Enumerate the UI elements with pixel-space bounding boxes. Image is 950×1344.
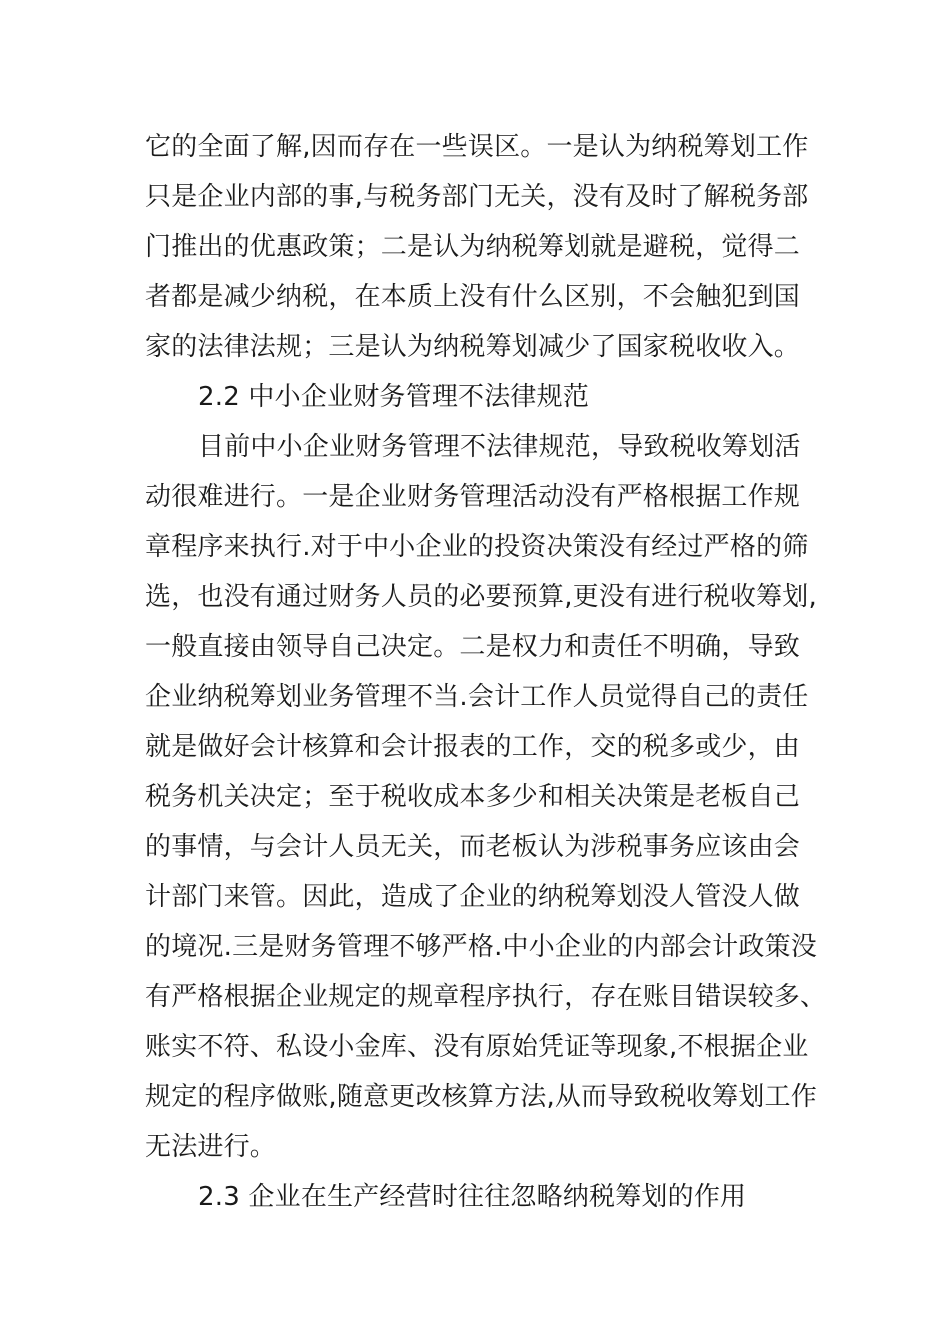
body-text-line: 企业纳税筹划业务管理不当.会计工作人员觉得自己的责任 bbox=[145, 682, 809, 712]
body-text-line: 一般直接由领导自己决定。二是权力和责任不明确，导致 bbox=[145, 632, 801, 662]
section-heading-2-3: 2.3 企业在生产经营时往往忽略纳税筹划的作用 bbox=[198, 1182, 747, 1212]
body-text-line: 就是做好会计核算和会计报表的工作，交的税多或少，由 bbox=[145, 732, 801, 762]
body-text-line: 计部门来管。因此，造成了企业的纳税筹划没人管没人做 bbox=[145, 882, 801, 912]
body-text-line: 选，也没有通过财务人员的必要预算,更没有进行税收筹划, bbox=[145, 582, 817, 612]
body-text-line: 的境况.三是财务管理不够严格.中小企业的内部会计政策没 bbox=[145, 932, 817, 962]
body-text-line: 门推出的优惠政策；二是认为纳税筹划就是避税，觉得二 bbox=[145, 232, 801, 262]
paragraph-first-line: 目前中小企业财务管理不法律规范，导致税收筹划活 bbox=[198, 432, 801, 462]
body-text-line: 账实不符、私设小金库、没有原始凭证等现象,不根据企业 bbox=[145, 1032, 809, 1062]
body-text-line: 只是企业内部的事,与税务部门无关，没有及时了解税务部 bbox=[145, 182, 809, 212]
body-text-line: 规定的程序做账,随意更改核算方法,从而导致税收筹划工作 bbox=[145, 1082, 817, 1112]
body-text-line: 章程序来执行.对于中小企业的投资决策没有经过严格的筛 bbox=[145, 532, 809, 562]
body-text-line: 税务机关决定；至于税收成本多少和相关决策是老板自己 bbox=[145, 782, 801, 812]
body-text-line: 家的法律法规；三是认为纳税筹划减少了国家税收收入。 bbox=[145, 332, 801, 362]
body-text-line: 动很难进行。一是企业财务管理活动没有严格根据工作规 bbox=[145, 482, 801, 512]
body-text-line: 有严格根据企业规定的规章程序执行，存在账目错误较多、 bbox=[145, 982, 827, 1012]
body-text-line: 它的全面了解,因而存在一些误区。一是认为纳税筹划工作 bbox=[145, 132, 809, 162]
body-text-line: 者都是减少纳税，在本质上没有什么区别，不会触犯到国 bbox=[145, 282, 801, 312]
body-text-line: 无法进行。 bbox=[145, 1132, 277, 1162]
body-text-line: 的事情，与会计人员无关，而老板认为涉税事务应该由会 bbox=[145, 832, 801, 862]
section-heading-2-2: 2.2 中小企业财务管理不法律规范 bbox=[198, 382, 590, 412]
